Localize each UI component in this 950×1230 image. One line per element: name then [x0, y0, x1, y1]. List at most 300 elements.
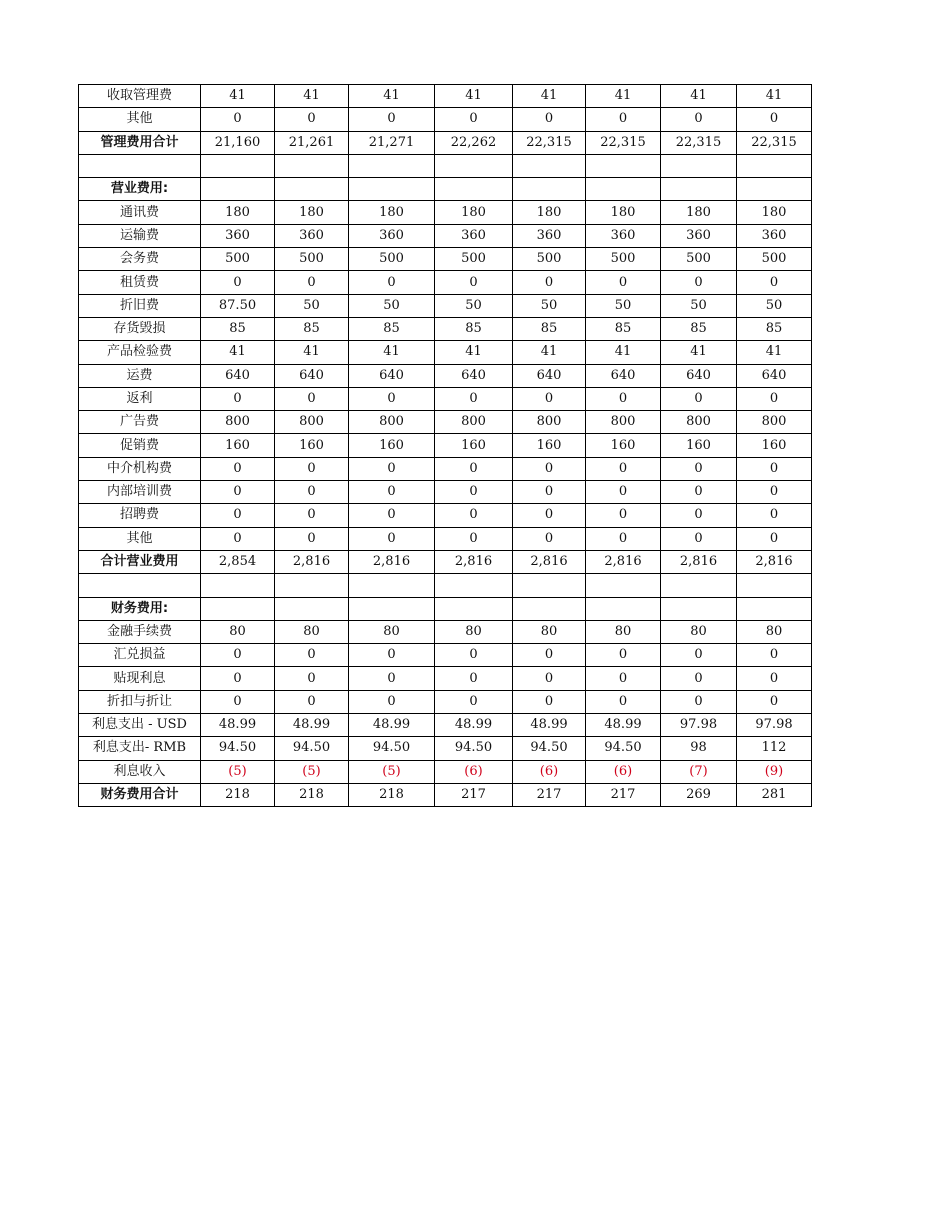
table-cell: 50: [737, 294, 812, 317]
table-row: [79, 294, 812, 317]
table-cell: 800: [661, 411, 737, 434]
table-cell: 180: [349, 201, 435, 224]
row-label: 招聘费: [79, 504, 201, 527]
table-cell: 800: [435, 411, 513, 434]
table-cell: 360: [661, 224, 737, 247]
row-label: 利息支出- RMB: [79, 737, 201, 760]
table-cell: 0: [201, 387, 275, 410]
table-cell: 112: [737, 737, 812, 760]
table-cell: 180: [513, 201, 586, 224]
table-cell: 0: [661, 481, 737, 504]
row-label: 管理费用合计: [79, 131, 201, 154]
table-row: [79, 108, 812, 131]
table-cell: [513, 597, 586, 620]
table-cell: 0: [661, 457, 737, 480]
table-cell: 0: [275, 481, 349, 504]
table-cell: 0: [275, 457, 349, 480]
table-row: [79, 271, 812, 294]
table-cell: 0: [201, 481, 275, 504]
table-cell: 800: [513, 411, 586, 434]
table-row: [79, 690, 812, 713]
table-cell: [586, 154, 661, 177]
table-cell: 0: [586, 271, 661, 294]
table-cell: 21,160: [201, 131, 275, 154]
table-cell: [661, 597, 737, 620]
table-cell: 217: [435, 783, 513, 806]
table-cell: 0: [737, 481, 812, 504]
table-cell: 50: [661, 294, 737, 317]
table-cell: 0: [275, 690, 349, 713]
table-cell: 21,261: [275, 131, 349, 154]
row-label: 贴现利息: [79, 667, 201, 690]
table-cell: 160: [349, 434, 435, 457]
table-cell: 0: [661, 527, 737, 550]
table-cell: (5): [275, 760, 349, 783]
table-cell: 85: [201, 317, 275, 340]
table-cell: [513, 574, 586, 597]
table-cell: 22,315: [586, 131, 661, 154]
table-cell: 97.98: [737, 714, 812, 737]
row-label: 内部培训费: [79, 481, 201, 504]
table-row: [79, 178, 812, 201]
row-label: 利息支出 - USD: [79, 714, 201, 737]
table-cell: 80: [201, 620, 275, 643]
table-cell: 41: [201, 85, 275, 108]
table-cell: 94.50: [201, 737, 275, 760]
table-row: [79, 737, 812, 760]
table-cell: 0: [435, 108, 513, 131]
row-label: 运费: [79, 364, 201, 387]
table-cell: 0: [275, 527, 349, 550]
table-cell: 48.99: [513, 714, 586, 737]
table-cell: 41: [349, 341, 435, 364]
table-cell: 0: [513, 504, 586, 527]
table-cell: 180: [661, 201, 737, 224]
table-cell: 640: [275, 364, 349, 387]
table-cell: 0: [586, 667, 661, 690]
table-cell: 80: [737, 620, 812, 643]
table-cell: 41: [435, 85, 513, 108]
table-row: [79, 434, 812, 457]
table-cell: 41: [435, 341, 513, 364]
table-cell: 80: [435, 620, 513, 643]
row-label: 通讯费: [79, 201, 201, 224]
table-cell: 48.99: [275, 714, 349, 737]
table-cell: 0: [586, 387, 661, 410]
table-cell: 180: [201, 201, 275, 224]
table-cell: 0: [349, 504, 435, 527]
table-cell: 41: [586, 341, 661, 364]
table-cell: [661, 154, 737, 177]
row-label: 财务费用:: [79, 597, 201, 620]
table-cell: [513, 154, 586, 177]
table-cell: 22,315: [661, 131, 737, 154]
table-cell: 41: [349, 85, 435, 108]
table-cell: 0: [661, 644, 737, 667]
table-cell: 360: [737, 224, 812, 247]
table-cell: 41: [275, 341, 349, 364]
table-row: [79, 644, 812, 667]
row-label: 返利: [79, 387, 201, 410]
table-cell: 180: [275, 201, 349, 224]
table-cell: 0: [513, 457, 586, 480]
table-cell: 85: [737, 317, 812, 340]
table-row: [79, 504, 812, 527]
table-cell: 0: [275, 387, 349, 410]
row-label: 合计营业费用: [79, 550, 201, 573]
table-row: [79, 364, 812, 387]
expense-table-body: [79, 85, 812, 807]
table-cell: 360: [349, 224, 435, 247]
row-label: 存货毁损: [79, 317, 201, 340]
table-cell: 0: [737, 108, 812, 131]
table-cell: 2,816: [737, 550, 812, 573]
table-cell: 0: [201, 108, 275, 131]
table-cell: 0: [275, 667, 349, 690]
table-cell: 0: [737, 457, 812, 480]
table-row: [79, 574, 812, 597]
table-cell: 0: [435, 690, 513, 713]
table-cell: 0: [435, 457, 513, 480]
table-cell: 640: [349, 364, 435, 387]
table-cell: 160: [586, 434, 661, 457]
table-cell: 0: [661, 504, 737, 527]
table-cell: 0: [201, 690, 275, 713]
table-cell: 640: [661, 364, 737, 387]
table-cell: 0: [435, 667, 513, 690]
table-row: [79, 131, 812, 154]
table-cell: 0: [661, 667, 737, 690]
table-row: [79, 527, 812, 550]
table-cell: 217: [513, 783, 586, 806]
row-label: 运输费: [79, 224, 201, 247]
table-cell: 281: [737, 783, 812, 806]
table-row: [79, 224, 812, 247]
row-label: 促销费: [79, 434, 201, 457]
table-cell: 0: [349, 644, 435, 667]
table-cell: 0: [349, 527, 435, 550]
table-cell: 41: [513, 85, 586, 108]
table-row: [79, 248, 812, 271]
table-cell: 0: [513, 271, 586, 294]
table-cell: [275, 597, 349, 620]
table-cell: 2,816: [275, 550, 349, 573]
table-cell: (5): [201, 760, 275, 783]
table-cell: 160: [435, 434, 513, 457]
table-cell: 48.99: [349, 714, 435, 737]
table-cell: 0: [435, 527, 513, 550]
table-cell: 0: [201, 504, 275, 527]
table-cell: 0: [737, 271, 812, 294]
table-cell: 41: [586, 85, 661, 108]
table-cell: 22,315: [737, 131, 812, 154]
table-cell: [586, 178, 661, 201]
table-cell: 0: [737, 667, 812, 690]
table-cell: 0: [661, 271, 737, 294]
table-cell: [201, 597, 275, 620]
table-cell: 640: [586, 364, 661, 387]
table-cell: 640: [513, 364, 586, 387]
table-cell: [737, 178, 812, 201]
table-cell: 48.99: [435, 714, 513, 737]
table-cell: 0: [737, 527, 812, 550]
table-cell: 0: [586, 481, 661, 504]
table-cell: 41: [661, 85, 737, 108]
table-cell: [435, 597, 513, 620]
table-row: [79, 481, 812, 504]
table-cell: 80: [275, 620, 349, 643]
table-cell: 160: [513, 434, 586, 457]
table-cell: 180: [435, 201, 513, 224]
table-cell: 0: [513, 644, 586, 667]
table-cell: 0: [513, 690, 586, 713]
table-cell: (9): [737, 760, 812, 783]
table-cell: 0: [435, 644, 513, 667]
table-cell: 80: [349, 620, 435, 643]
table-cell: 0: [349, 481, 435, 504]
table-cell: 0: [513, 527, 586, 550]
table-cell: 218: [349, 783, 435, 806]
table-cell: 0: [349, 387, 435, 410]
table-cell: [435, 574, 513, 597]
table-cell: 800: [737, 411, 812, 434]
table-cell: 0: [201, 457, 275, 480]
row-label: [79, 574, 201, 597]
table-cell: [513, 178, 586, 201]
table-cell: 0: [661, 387, 737, 410]
table-row: [79, 457, 812, 480]
table-cell: 85: [275, 317, 349, 340]
table-cell: 360: [586, 224, 661, 247]
table-cell: 0: [435, 504, 513, 527]
table-cell: 94.50: [586, 737, 661, 760]
table-cell: 180: [737, 201, 812, 224]
row-label: 其他: [79, 527, 201, 550]
table-cell: 50: [275, 294, 349, 317]
row-label: [79, 154, 201, 177]
table-cell: 0: [349, 108, 435, 131]
row-label: 中介机构费: [79, 457, 201, 480]
table-cell: 22,315: [513, 131, 586, 154]
table-cell: 500: [201, 248, 275, 271]
table-cell: 85: [513, 317, 586, 340]
table-cell: (6): [513, 760, 586, 783]
table-cell: 0: [349, 667, 435, 690]
table-cell: 0: [737, 690, 812, 713]
table-cell: 0: [661, 108, 737, 131]
table-cell: 0: [275, 644, 349, 667]
table-row: [79, 783, 812, 806]
table-cell: 50: [435, 294, 513, 317]
table-cell: 21,271: [349, 131, 435, 154]
table-cell: 180: [586, 201, 661, 224]
table-cell: 640: [201, 364, 275, 387]
table-row: [79, 620, 812, 643]
table-cell: [275, 574, 349, 597]
table-cell: 80: [513, 620, 586, 643]
table-cell: [586, 597, 661, 620]
table-cell: 50: [586, 294, 661, 317]
table-cell: 0: [435, 481, 513, 504]
row-label: 广告费: [79, 411, 201, 434]
row-label: 租赁费: [79, 271, 201, 294]
table-cell: 0: [586, 457, 661, 480]
table-cell: [275, 178, 349, 201]
table-cell: [661, 178, 737, 201]
table-cell: 41: [737, 85, 812, 108]
table-cell: 0: [586, 108, 661, 131]
table-row: [79, 387, 812, 410]
table-cell: 160: [737, 434, 812, 457]
table-cell: 0: [737, 387, 812, 410]
table-cell: 85: [349, 317, 435, 340]
table-cell: 0: [513, 108, 586, 131]
table-cell: [201, 178, 275, 201]
table-cell: 2,816: [661, 550, 737, 573]
table-cell: 0: [586, 690, 661, 713]
table-cell: [435, 178, 513, 201]
row-label: 金融手续费: [79, 620, 201, 643]
table-cell: 160: [661, 434, 737, 457]
table-cell: 360: [513, 224, 586, 247]
table-cell: 22,262: [435, 131, 513, 154]
table-cell: 48.99: [586, 714, 661, 737]
table-cell: [737, 574, 812, 597]
table-cell: 94.50: [349, 737, 435, 760]
table-cell: 48.99: [201, 714, 275, 737]
table-cell: 0: [349, 271, 435, 294]
table-cell: 2,816: [586, 550, 661, 573]
table-cell: 500: [513, 248, 586, 271]
table-cell: [586, 574, 661, 597]
table-row: [79, 411, 812, 434]
row-label: 产品检验费: [79, 341, 201, 364]
table-cell: 500: [737, 248, 812, 271]
row-label: 收取管理费: [79, 85, 201, 108]
row-label: 营业费用:: [79, 178, 201, 201]
row-label: 财务费用合计: [79, 783, 201, 806]
table-cell: 0: [201, 667, 275, 690]
table-cell: 0: [349, 457, 435, 480]
table-cell: 640: [737, 364, 812, 387]
table-cell: [737, 154, 812, 177]
table-cell: 2,816: [349, 550, 435, 573]
table-cell: 0: [513, 481, 586, 504]
table-cell: 2,816: [513, 550, 586, 573]
table-cell: [349, 154, 435, 177]
table-cell: [349, 574, 435, 597]
table-cell: 360: [435, 224, 513, 247]
table-cell: 0: [201, 527, 275, 550]
table-cell: 80: [661, 620, 737, 643]
table-row: [79, 317, 812, 340]
expense-table: [78, 84, 812, 807]
table-cell: 94.50: [513, 737, 586, 760]
table-row: [79, 714, 812, 737]
table-cell: [201, 574, 275, 597]
table-cell: 0: [435, 387, 513, 410]
table-row: [79, 667, 812, 690]
table-cell: 800: [275, 411, 349, 434]
table-cell: 41: [661, 341, 737, 364]
table-cell: 217: [586, 783, 661, 806]
table-cell: 218: [275, 783, 349, 806]
table-cell: 41: [737, 341, 812, 364]
table-cell: 0: [586, 504, 661, 527]
table-cell: 0: [737, 504, 812, 527]
table-cell: 500: [661, 248, 737, 271]
table-cell: 50: [349, 294, 435, 317]
table-cell: 85: [586, 317, 661, 340]
table-cell: (5): [349, 760, 435, 783]
table-cell: 500: [586, 248, 661, 271]
table-cell: 94.50: [275, 737, 349, 760]
table-cell: 500: [349, 248, 435, 271]
table-cell: (7): [661, 760, 737, 783]
table-row: [79, 201, 812, 224]
row-label: 汇兑损益: [79, 644, 201, 667]
table-cell: 0: [201, 271, 275, 294]
table-cell: 0: [275, 271, 349, 294]
table-cell: 41: [275, 85, 349, 108]
table-cell: [349, 597, 435, 620]
table-cell: 269: [661, 783, 737, 806]
table-cell: 41: [201, 341, 275, 364]
table-row: [79, 597, 812, 620]
table-cell: [275, 154, 349, 177]
table-cell: 0: [661, 690, 737, 713]
table-row: [79, 85, 812, 108]
table-cell: 94.50: [435, 737, 513, 760]
table-cell: [737, 597, 812, 620]
table-cell: 50: [513, 294, 586, 317]
table-cell: (6): [435, 760, 513, 783]
table-cell: 0: [275, 108, 349, 131]
table-cell: 800: [201, 411, 275, 434]
table-row: [79, 760, 812, 783]
row-label: 折扣与折让: [79, 690, 201, 713]
table-cell: 85: [435, 317, 513, 340]
table-cell: 0: [435, 271, 513, 294]
table-cell: 0: [737, 644, 812, 667]
table-cell: 0: [586, 644, 661, 667]
table-cell: 0: [513, 667, 586, 690]
row-label: 其他: [79, 108, 201, 131]
table-cell: 0: [201, 644, 275, 667]
table-cell: [201, 154, 275, 177]
table-cell: 800: [586, 411, 661, 434]
table-cell: 80: [586, 620, 661, 643]
table-cell: 360: [201, 224, 275, 247]
table-cell: 800: [349, 411, 435, 434]
table-cell: 640: [435, 364, 513, 387]
table-cell: 85: [661, 317, 737, 340]
table-cell: 160: [275, 434, 349, 457]
table-cell: 97.98: [661, 714, 737, 737]
table-cell: 0: [349, 690, 435, 713]
table-cell: 0: [513, 387, 586, 410]
table-row: [79, 550, 812, 573]
table-cell: (6): [586, 760, 661, 783]
table-cell: 2,816: [435, 550, 513, 573]
table-cell: 87.50: [201, 294, 275, 317]
table-cell: [435, 154, 513, 177]
table-cell: 360: [275, 224, 349, 247]
table-cell: 98: [661, 737, 737, 760]
table-cell: 0: [275, 504, 349, 527]
table-cell: 2,854: [201, 550, 275, 573]
table-row: [79, 341, 812, 364]
